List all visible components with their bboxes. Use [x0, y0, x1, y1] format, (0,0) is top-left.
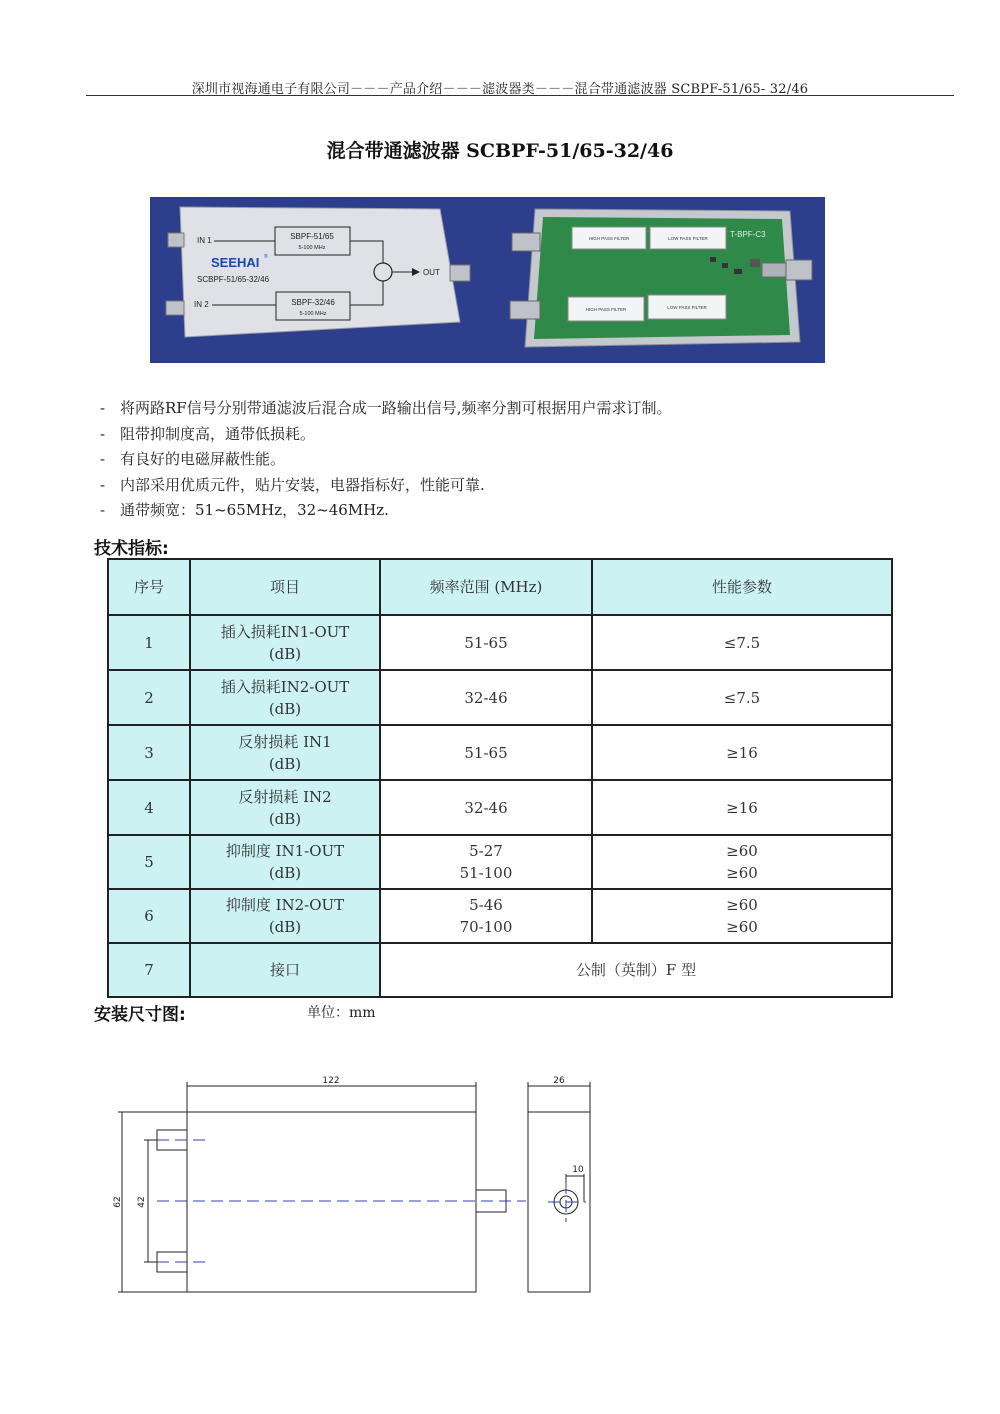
- row-freq: [380, 780, 592, 835]
- page-header: 深圳市视海通电子有限公司－－－产品介绍－－－滤波器类－－－混合带通滤波器 SCBPF-51/65- 32/46: [191, 82, 809, 97]
- perf-line: ≥60: [726, 864, 758, 882]
- perf-line: ≤7.5: [723, 688, 761, 707]
- out-connector: [450, 265, 470, 281]
- row-freq: [380, 889, 592, 943]
- unit-label: 单位：mm: [307, 1005, 376, 1021]
- dim-height: 62: [113, 1196, 123, 1208]
- item-unit: (dB): [268, 644, 302, 663]
- row-item: [190, 725, 380, 780]
- row-no: 4: [108, 780, 190, 835]
- brand-logo: SEEHAI: [211, 255, 260, 270]
- row-perf: [592, 889, 892, 943]
- row-no: 5: [108, 835, 190, 889]
- dim-width: 26: [553, 1076, 565, 1086]
- dim-length: 122: [322, 1076, 340, 1086]
- registered-mark: ®: [264, 254, 268, 260]
- freq-line: 51-100: [459, 864, 513, 882]
- body-front-view: [187, 1112, 476, 1292]
- header-divider: [86, 95, 954, 96]
- row-item: [190, 889, 380, 943]
- row-item: [190, 835, 380, 889]
- in1-connector: [168, 233, 184, 247]
- item-line: 反射损耗 IN1: [238, 732, 332, 751]
- item-line: 抑制度 IN1-OUT: [225, 842, 345, 860]
- header-perf: 性能参数: [592, 559, 892, 615]
- row-item: [190, 615, 380, 670]
- row-no: 1: [108, 615, 190, 670]
- feature-list: [100, 396, 920, 524]
- row-perf: [592, 780, 892, 835]
- open-out-connector: [786, 260, 812, 280]
- lpf-module-2-label: LOW PASS FILTER: [667, 305, 707, 310]
- item-unit: (dB): [268, 754, 302, 773]
- row-no: 3: [108, 725, 190, 780]
- row-no: 2: [108, 670, 190, 725]
- table-row: [108, 615, 892, 670]
- row-freq: [380, 835, 592, 889]
- freq-line: 5-27: [469, 842, 503, 860]
- open-in2-connector: [510, 301, 540, 319]
- freq-line: 51-65: [464, 633, 508, 652]
- spec-table: [107, 558, 893, 998]
- row-no: 6: [108, 889, 190, 943]
- table-row: [108, 889, 892, 943]
- hpf-module-1-label: HIGH PASS FILTER: [588, 236, 630, 241]
- freq-line: 51-65: [464, 743, 508, 762]
- filter1-name: SBPF-51/65: [290, 232, 334, 241]
- in2-connector: [166, 301, 184, 315]
- in1-label: IN 1: [197, 236, 212, 245]
- out-label: OUT: [423, 268, 440, 277]
- filter2-name: SBPF-32/46: [291, 298, 335, 307]
- feature-text: 有良好的电磁屏蔽性能。: [120, 450, 286, 469]
- item-unit: (dB): [268, 809, 302, 828]
- freq-line: 70-100: [459, 918, 513, 936]
- filter2-range: 5-100 MHz: [299, 311, 327, 317]
- row-freq: [380, 670, 592, 725]
- feature-text: 将两路RF信号分别带通滤波后混合成一路输出信号,频率分割可根据用户需求订制。: [120, 399, 672, 417]
- dim-connector: 10: [572, 1165, 584, 1175]
- lpf-module-1-label: LOW PASS FILTER: [668, 236, 708, 241]
- table-row: [108, 725, 892, 780]
- header-no: 序号: [108, 559, 190, 615]
- interface-value: 公制（英制）F 型: [380, 943, 892, 997]
- item-line: 插入损耗IN1-OUT: [220, 622, 350, 641]
- model-label: SCBPF-51/65-32/46: [197, 275, 270, 284]
- item-line: 反射损耗 IN2: [238, 787, 332, 806]
- board-label: T-BPF-C3: [730, 230, 766, 239]
- row-item: [190, 780, 380, 835]
- item-unit: (dB): [268, 699, 302, 718]
- row-perf: [592, 835, 892, 889]
- open-in1-connector: [512, 233, 540, 251]
- perf-line: ≤7.5: [723, 633, 761, 652]
- row-perf: [592, 670, 892, 725]
- row-perf: [592, 725, 892, 780]
- feature-text: 通带频宽：51~65MHz，32~46MHz.: [120, 501, 389, 520]
- spec-section-title: 技术指标:: [94, 539, 169, 559]
- closed-box-view: [166, 207, 470, 337]
- item-unit: (dB): [268, 918, 302, 936]
- feature-item: - 将两路RF信号分别带通滤波后混合成一路输出信号,频率分割可根据用户需求订制。: [100, 399, 672, 417]
- feature-item: - 内部采用优质元件，贴片安装，电器指标好，性能可靠.: [100, 475, 485, 494]
- hpf-module-2-label: HIGH PASS FILTER: [585, 307, 627, 312]
- feature-item: - 通带频宽：51~65MHz，32~46MHz.: [100, 501, 389, 520]
- perf-line: ≥60: [726, 918, 758, 936]
- row-item: [190, 670, 380, 725]
- row-no: 7: [108, 943, 190, 997]
- freq-line: 5-46: [469, 896, 503, 914]
- dimension-section-title: 安装尺寸图:: [94, 1005, 186, 1025]
- table-row: [108, 943, 892, 997]
- row-freq: [380, 615, 592, 670]
- page-title: 混合带通滤波器 SCBPF-51/65-32/46: [326, 140, 674, 162]
- item-line: 抑制度 IN2-OUT: [225, 896, 345, 914]
- header-freq: 频率范围 (MHz): [380, 559, 592, 615]
- table-header-row: [108, 559, 892, 615]
- freq-line: 32-46: [464, 688, 508, 707]
- table-row: [108, 780, 892, 835]
- perf-line: ≥16: [726, 798, 758, 817]
- feature-item: - 阻带抑制度高，通带低损耗。: [100, 424, 316, 443]
- feature-text: 阻带抑制度高，通带低损耗。: [120, 424, 316, 443]
- row-item: 接口: [190, 943, 380, 997]
- product-photo: [150, 197, 825, 363]
- feature-text: 内部采用优质元件，贴片安装，电器指标好，性能可靠.: [120, 475, 485, 494]
- table-row: [108, 835, 892, 889]
- table-row: [108, 670, 892, 725]
- center-lines: [157, 1140, 586, 1262]
- item-unit: (dB): [268, 864, 302, 882]
- header-item: 项目: [190, 559, 380, 615]
- perf-line: ≥60: [726, 896, 758, 914]
- dim-port-spacing: 42: [137, 1196, 147, 1208]
- item-line: 插入损耗IN2-OUT: [220, 677, 350, 696]
- row-freq: [380, 725, 592, 780]
- dimension-drawing: [100, 1068, 620, 1308]
- perf-line: ≥16: [726, 743, 758, 762]
- filter1-range: 5-100 MHz: [298, 245, 326, 251]
- in2-label: IN 2: [194, 300, 209, 309]
- feature-item: - 有良好的电磁屏蔽性能。: [100, 450, 286, 469]
- row-perf: [592, 615, 892, 670]
- freq-line: 32-46: [464, 798, 508, 817]
- perf-line: ≥60: [726, 842, 758, 860]
- open-box-view: [510, 209, 812, 347]
